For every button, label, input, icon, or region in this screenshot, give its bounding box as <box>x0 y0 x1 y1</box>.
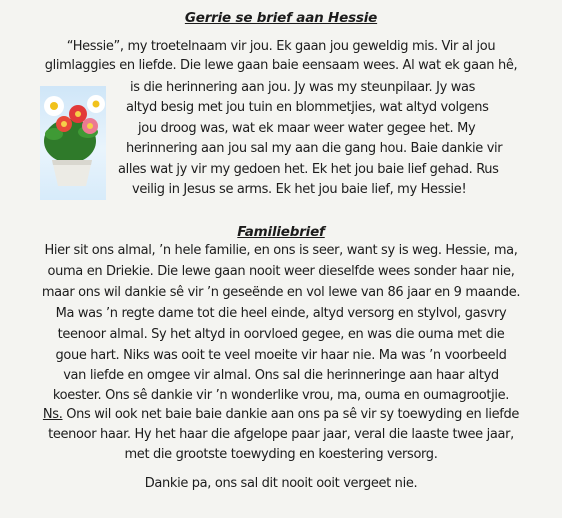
family-line: teenoor haar. Hy het haar die afgelope paar jaar, veral die laaste twee jaar, <box>48 427 514 442</box>
letter-line: glimlaggies en liefde. Die lewe gaan baie eensaam wees. Al wat ek gaan hê, <box>44 58 518 73</box>
letter-title: Gerrie se brief aan Hessie <box>184 10 378 26</box>
family-title: Familiebrief <box>237 224 325 240</box>
family-line: koester. Ons sê dankie vir ’n wonderlike vrou, ma, ouma en oumagrootjie. <box>52 388 510 403</box>
letter-line: veilig in Jesus se arms. Ek het jou baie lief, my Hessie! <box>132 182 467 197</box>
letter-line: jou droog was, wat ek maar weer water gegee het. My <box>138 121 476 136</box>
family-line: Hier sit ons almal, ’n hele familie, en ons is seer, want sy is weg. Hessie, ma, <box>44 243 518 258</box>
family-line: Ma was ’n regte dame tot die heel einde, altyd versorg en stylvol, gasvry <box>55 306 507 321</box>
family-closing: Dankie pa, ons sal dit nooit ooit vergeet nie. <box>144 476 418 491</box>
ns-abbreviation: Ns. <box>42 407 63 422</box>
family-line: maar ons wil dankie sê vir ’n geseënde en vol lewe van 86 jaar en 9 maande. <box>41 285 521 300</box>
letter-line: herinnering aan jou sal my aan die gang hou. Baie dankie vir <box>126 141 503 156</box>
flower-pot-photo <box>40 86 106 200</box>
family-line: teenoor almal. Sy het altyd in oorvloed gegee, en was die ouma met die <box>57 327 505 342</box>
letter-line: “Hessie”, my troetelnaam vir jou. Ek gaan jou geweldig mis. Vir al jou <box>66 39 496 54</box>
family-line <box>0 405 562 424</box>
family-line: goue hart. Niks was ooit te veel moeite vir haar nie. Ma was ’n voorbeeld <box>55 348 507 363</box>
letter-line: alles wat jy vir my gedoen het. Ek het jou baie lief gehad. Rus <box>118 162 499 177</box>
family-line: van liefde en omgee vir almal. Ons sal die herinneringe aan haar altyd <box>63 368 499 383</box>
letter-line: is die herinnering aan jou. Jy was my steunpilaar. Jy was <box>130 80 476 95</box>
family-line: met die grootste toewyding en koestering versorg. <box>124 447 438 462</box>
letter-line: altyd besig met jou tuin en blommetjies, wat altyd volgens <box>126 100 489 115</box>
family-line: ouma en Driekie. Die lewe gaan nooit weer dieselfde wees sonder haar nie, <box>47 264 515 279</box>
family-line-text: Ons wil ook net baie baie dankie aan ons pa sê vir sy toewyding en liefde <box>62 407 520 422</box>
